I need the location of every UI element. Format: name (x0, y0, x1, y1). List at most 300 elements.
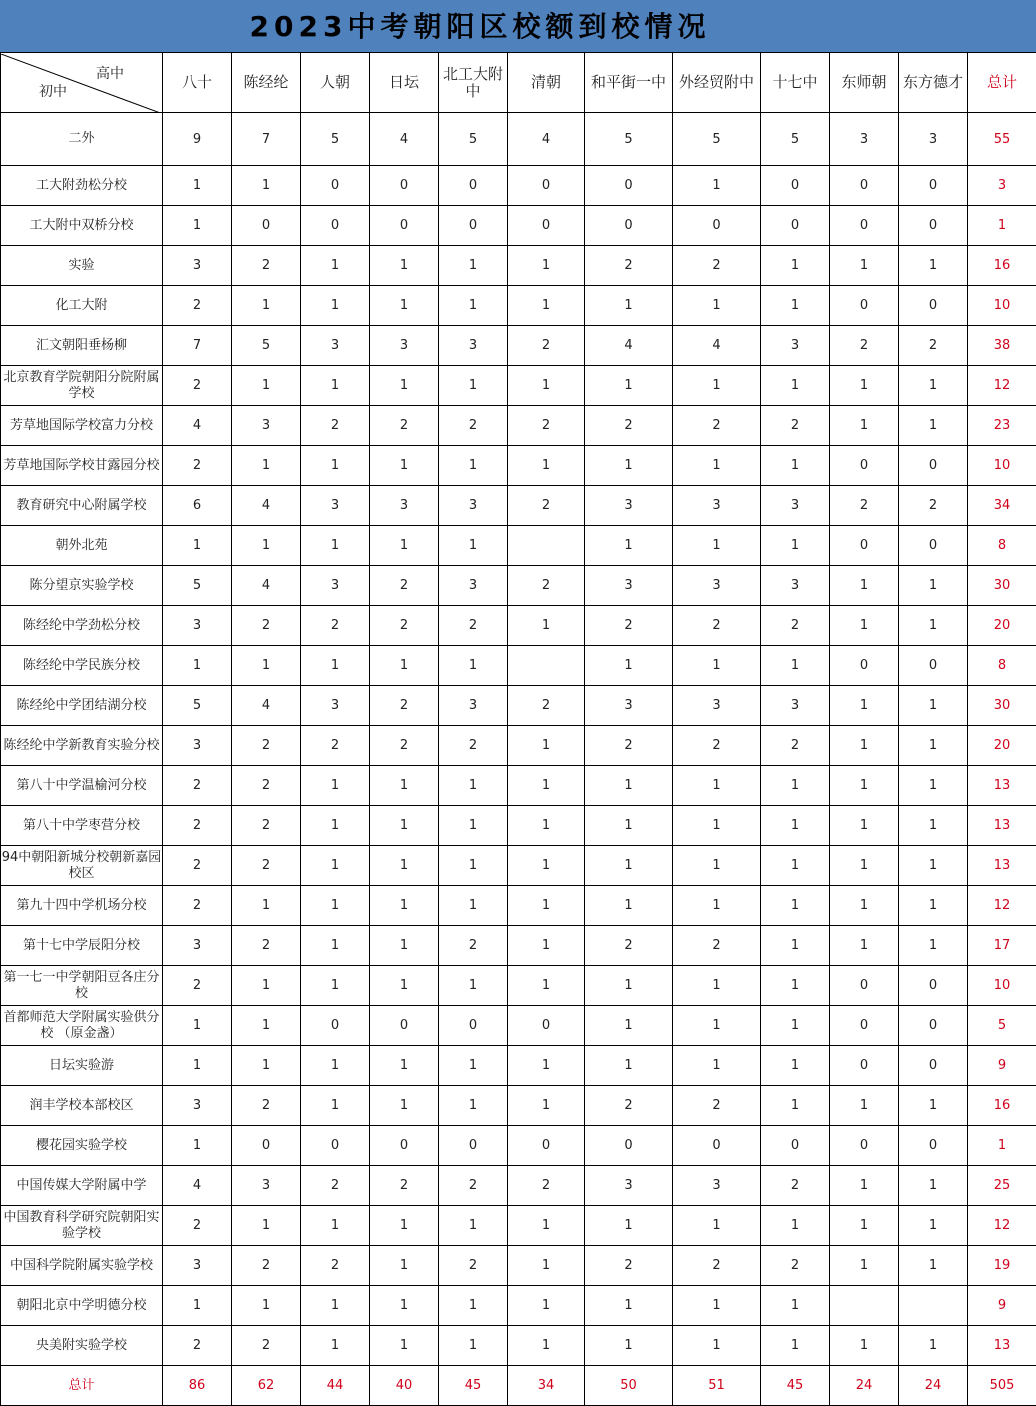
quota-cell: 1 (232, 166, 301, 206)
quota-cell: 1 (439, 966, 508, 1006)
diagonal-divider (1, 54, 163, 113)
table-row (1, 766, 1036, 806)
school-name: 芳草地国际学校甘露园分校 (1, 446, 163, 486)
quota-cell: 1 (232, 1206, 301, 1246)
quota-cell: 0 (899, 166, 968, 206)
table-row (1, 846, 1036, 886)
quota-cell: 2 (673, 406, 761, 446)
quota-cell: 1 (508, 846, 585, 886)
quota-cell: 62 (232, 1366, 301, 1406)
quota-cell: 3 (585, 486, 673, 526)
quota-cell: 3 (585, 566, 673, 606)
quota-cell: 1 (585, 446, 673, 486)
quota-cell: 1 (439, 1286, 508, 1326)
quota-cell: 24 (899, 1366, 968, 1406)
quota-cell: 0 (830, 286, 899, 326)
quota-cell: 1 (508, 1086, 585, 1126)
table-row (1, 286, 1036, 326)
quota-cell: 1 (370, 806, 439, 846)
quota-cell: 1 (232, 526, 301, 566)
quota-cell: 50 (585, 1366, 673, 1406)
quota-cell: 1 (899, 246, 968, 286)
quota-cell: 1 (585, 526, 673, 566)
quota-cell: 2 (761, 1166, 830, 1206)
quota-cell: 1 (761, 286, 830, 326)
quota-cell: 7 (232, 113, 301, 166)
row-total-cell: 16 (968, 1086, 1036, 1126)
quota-cell: 1 (439, 366, 508, 406)
quota-cell: 1 (899, 406, 968, 446)
school-name: 第八十中学温榆河分校 (1, 766, 163, 806)
quota-cell: 0 (508, 1126, 585, 1166)
quota-cell: 2 (163, 886, 232, 926)
quota-cell: 2 (232, 926, 301, 966)
row-total-cell: 13 (968, 806, 1036, 846)
quota-cell: 3 (301, 566, 370, 606)
quota-cell: 1 (899, 566, 968, 606)
quota-cell: 1 (673, 1286, 761, 1326)
quota-cell: 1 (585, 1206, 673, 1246)
quota-cell: 3 (439, 686, 508, 726)
school-name: 芳草地国际学校富力分校 (1, 406, 163, 446)
quota-cell: 0 (830, 206, 899, 246)
quota-cell: 1 (830, 726, 899, 766)
row-total-cell: 13 (968, 846, 1036, 886)
quota-cell: 2 (163, 846, 232, 886)
quota-cell: 1 (830, 1326, 899, 1366)
quota-cell: 1 (301, 1086, 370, 1126)
table-row (1, 206, 1036, 246)
school-name: 央美附实验学校 (1, 1326, 163, 1366)
table-row (1, 246, 1036, 286)
quota-cell: 1 (761, 886, 830, 926)
quota-cell: 2 (830, 326, 899, 366)
quota-cell: 1 (301, 446, 370, 486)
school-name: 陈分望京实验学校 (1, 566, 163, 606)
quota-cell: 3 (163, 1246, 232, 1286)
totals-label: 总计 (1, 1366, 163, 1406)
quota-cell: 1 (761, 966, 830, 1006)
quota-cell: 1 (830, 1246, 899, 1286)
quota-cell: 2 (163, 766, 232, 806)
quota-cell: 0 (899, 526, 968, 566)
quota-cell: 3 (370, 326, 439, 366)
quota-cell: 0 (301, 1126, 370, 1166)
quota-cell: 5 (439, 113, 508, 166)
quota-cell: 7 (163, 326, 232, 366)
school-name: 教育研究中心附属学校 (1, 486, 163, 526)
quota-cell (830, 1286, 899, 1326)
quota-cell: 1 (232, 1046, 301, 1086)
row-total-cell: 13 (968, 1326, 1036, 1366)
school-name: 第十七中学辰阳分校 (1, 926, 163, 966)
quota-cell: 2 (673, 1086, 761, 1126)
row-total-cell: 30 (968, 566, 1036, 606)
quota-cell: 1 (761, 846, 830, 886)
quota-cell: 4 (163, 406, 232, 446)
quota-cell: 1 (163, 166, 232, 206)
row-total-cell: 9 (968, 1286, 1036, 1326)
quota-cell: 1 (439, 806, 508, 846)
quota-cell: 51 (673, 1366, 761, 1406)
quota-cell: 1 (301, 1206, 370, 1246)
table-row (1, 566, 1036, 606)
table-row (1, 326, 1036, 366)
quota-cell: 2 (439, 1246, 508, 1286)
quota-cell: 0 (508, 1006, 585, 1046)
table-row (1, 1246, 1036, 1286)
quota-cell: 1 (301, 806, 370, 846)
quota-cell: 1 (370, 926, 439, 966)
quota-cell: 0 (439, 206, 508, 246)
column-header: 和平街一中 (585, 53, 673, 113)
quota-cell: 0 (830, 526, 899, 566)
quota-cell: 2 (163, 966, 232, 1006)
quota-cell: 0 (370, 1006, 439, 1046)
quota-cell: 5 (761, 113, 830, 166)
row-total-cell: 1 (968, 206, 1036, 246)
quota-cell: 1 (830, 926, 899, 966)
quota-cell: 2 (370, 686, 439, 726)
quota-cell: 1 (301, 766, 370, 806)
column-header: 人朝 (301, 53, 370, 113)
quota-cell: 2 (232, 1086, 301, 1126)
quota-cell: 3 (232, 1166, 301, 1206)
quota-cell: 3 (899, 113, 968, 166)
quota-cell: 1 (830, 406, 899, 446)
quota-cell: 3 (163, 1086, 232, 1126)
quota-cell: 0 (761, 166, 830, 206)
quota-cell: 2 (673, 1246, 761, 1286)
quota-cell: 1 (899, 1246, 968, 1286)
quota-cell: 2 (370, 726, 439, 766)
quota-cell: 1 (761, 1206, 830, 1246)
quota-cell: 1 (761, 1006, 830, 1046)
quota-cell: 3 (301, 486, 370, 526)
quota-cell: 2 (673, 246, 761, 286)
row-total-cell: 3 (968, 166, 1036, 206)
quota-cell: 1 (673, 1006, 761, 1046)
table-row (1, 966, 1036, 1006)
quota-cell: 1 (508, 1206, 585, 1246)
quota-cell: 3 (163, 926, 232, 966)
quota-cell: 1 (508, 446, 585, 486)
quota-cell: 1 (439, 886, 508, 926)
table-row (1, 166, 1036, 206)
quota-cell: 1 (830, 1166, 899, 1206)
school-name: 二外 (1, 113, 163, 166)
quota-cell: 0 (585, 166, 673, 206)
quota-cell: 1 (232, 646, 301, 686)
school-name: 94中朝阳新城分校朝新嘉园校区 (1, 846, 163, 886)
quota-cell: 1 (761, 1286, 830, 1326)
quota-cell: 1 (370, 246, 439, 286)
row-total-cell: 12 (968, 1206, 1036, 1246)
quota-cell: 1 (761, 526, 830, 566)
quota-cell: 2 (301, 406, 370, 446)
quota-cell: 0 (585, 1126, 673, 1166)
quota-cell: 3 (761, 486, 830, 526)
quota-cell: 1 (301, 366, 370, 406)
quota-cell: 0 (439, 1006, 508, 1046)
quota-cell: 0 (232, 1126, 301, 1166)
quota-cell: 3 (761, 566, 830, 606)
quota-cell: 3 (232, 406, 301, 446)
quota-cell: 1 (899, 686, 968, 726)
quota-cell: 3 (761, 686, 830, 726)
table-row (1, 1086, 1036, 1126)
quota-cell: 3 (673, 566, 761, 606)
quota-cell: 1 (585, 286, 673, 326)
quota-cell: 2 (370, 606, 439, 646)
quota-cell: 1 (899, 846, 968, 886)
quota-cell: 1 (899, 1326, 968, 1366)
quota-cell: 1 (899, 1166, 968, 1206)
quota-cell: 3 (585, 1166, 673, 1206)
row-total-cell: 10 (968, 446, 1036, 486)
quota-cell: 1 (761, 366, 830, 406)
quota-cell: 1 (370, 1046, 439, 1086)
quota-cell: 2 (301, 726, 370, 766)
row-total-cell: 10 (968, 966, 1036, 1006)
school-name: 第九十四中学机场分校 (1, 886, 163, 926)
quota-cell: 0 (301, 206, 370, 246)
quota-cell: 2 (761, 406, 830, 446)
quota-cell: 1 (163, 646, 232, 686)
quota-cell: 2 (439, 606, 508, 646)
quota-cell: 2 (830, 486, 899, 526)
quota-cell: 3 (163, 246, 232, 286)
quota-cell: 5 (232, 326, 301, 366)
row-total-cell: 25 (968, 1166, 1036, 1206)
quota-cell: 2 (232, 606, 301, 646)
quota-cell: 2 (163, 1326, 232, 1366)
quota-cell: 1 (830, 246, 899, 286)
quota-cell: 1 (830, 806, 899, 846)
quota-cell: 0 (439, 1126, 508, 1166)
quota-cell: 3 (830, 113, 899, 166)
quota-cell: 2 (761, 726, 830, 766)
quota-cell: 4 (232, 686, 301, 726)
quota-cell: 1 (761, 806, 830, 846)
table-row (1, 1326, 1036, 1366)
quota-cell: 2 (439, 926, 508, 966)
quota-cell: 2 (439, 1166, 508, 1206)
school-name: 北京教育学院朝阳分院附属学校 (1, 366, 163, 406)
row-total-cell: 505 (968, 1366, 1036, 1406)
school-name: 陈经纶中学新教育实验分校 (1, 726, 163, 766)
school-name: 朝阳北京中学明德分校 (1, 1286, 163, 1326)
quota-cell: 1 (301, 646, 370, 686)
quota-cell: 0 (830, 1006, 899, 1046)
quota-cell: 1 (439, 1046, 508, 1086)
quota-cell: 1 (673, 166, 761, 206)
quota-cell: 1 (673, 646, 761, 686)
quota-cell: 1 (232, 966, 301, 1006)
title-bar (0, 0, 1036, 53)
school-name: 陈经纶中学民族分校 (1, 646, 163, 686)
quota-cell: 2 (232, 1246, 301, 1286)
table-row (1, 366, 1036, 406)
quota-cell: 3 (370, 486, 439, 526)
quota-cell: 1 (673, 966, 761, 1006)
quota-cell: 2 (163, 446, 232, 486)
quota-cell: 2 (508, 486, 585, 526)
quota-cell: 4 (585, 326, 673, 366)
quota-cell: 1 (370, 846, 439, 886)
quota-cell: 1 (585, 366, 673, 406)
quota-cell: 2 (163, 806, 232, 846)
quota-cell: 86 (163, 1366, 232, 1406)
quota-cell: 1 (370, 366, 439, 406)
row-total-cell: 38 (968, 326, 1036, 366)
quota-cell: 2 (585, 926, 673, 966)
quota-cell: 0 (830, 646, 899, 686)
quota-cell: 1 (585, 1286, 673, 1326)
quota-cell: 1 (508, 926, 585, 966)
column-header: 十七中 (761, 53, 830, 113)
row-total-cell: 17 (968, 926, 1036, 966)
quota-cell: 1 (585, 766, 673, 806)
quota-cell: 1 (761, 246, 830, 286)
quota-table (0, 52, 1036, 1406)
quota-cell (508, 526, 585, 566)
table-row (1, 1046, 1036, 1086)
quota-cell: 1 (508, 966, 585, 1006)
quota-cell: 1 (163, 206, 232, 246)
quota-cell: 1 (370, 1206, 439, 1246)
row-total-cell: 1 (968, 1126, 1036, 1166)
quota-cell: 1 (301, 1286, 370, 1326)
table-row (1, 886, 1036, 926)
quota-cell: 1 (673, 886, 761, 926)
quota-cell: 2 (899, 326, 968, 366)
quota-cell: 0 (830, 1046, 899, 1086)
quota-cell: 1 (673, 446, 761, 486)
quota-cell: 1 (830, 366, 899, 406)
quota-cell: 2 (508, 406, 585, 446)
quota-cell: 1 (370, 526, 439, 566)
quota-cell: 1 (301, 286, 370, 326)
quota-cell: 1 (439, 1326, 508, 1366)
quota-cell: 1 (673, 806, 761, 846)
quota-cell: 1 (163, 1006, 232, 1046)
table-row (1, 113, 1036, 166)
quota-cell: 2 (439, 406, 508, 446)
quota-cell: 0 (508, 206, 585, 246)
quota-cell: 4 (370, 113, 439, 166)
quota-cell: 45 (439, 1366, 508, 1406)
quota-cell: 0 (830, 166, 899, 206)
quota-cell: 5 (673, 113, 761, 166)
quota-cell: 1 (301, 846, 370, 886)
quota-cell: 1 (232, 286, 301, 326)
row-total-cell: 20 (968, 726, 1036, 766)
quota-cell: 2 (439, 726, 508, 766)
quota-cell: 1 (673, 766, 761, 806)
quota-cell: 1 (370, 646, 439, 686)
corner-label-high-school: 高中 (96, 65, 124, 82)
quota-cell: 1 (232, 446, 301, 486)
row-total-cell: 8 (968, 646, 1036, 686)
quota-cell: 1 (585, 886, 673, 926)
row-total-cell: 30 (968, 686, 1036, 726)
quota-cell: 1 (899, 806, 968, 846)
row-total-cell: 13 (968, 766, 1036, 806)
quota-cell: 1 (585, 1006, 673, 1046)
quota-cell: 1 (301, 246, 370, 286)
quota-cell: 6 (163, 486, 232, 526)
quota-cell: 1 (899, 886, 968, 926)
quota-cell: 1 (163, 1046, 232, 1086)
row-total-cell: 23 (968, 406, 1036, 446)
quota-cell: 3 (301, 686, 370, 726)
quota-cell: 2 (370, 566, 439, 606)
quota-cell: 1 (585, 1046, 673, 1086)
quota-cell: 1 (301, 1046, 370, 1086)
quota-cell: 1 (585, 806, 673, 846)
school-name: 陈经纶中学团结湖分校 (1, 686, 163, 726)
column-header: 日坛 (370, 53, 439, 113)
quota-cell: 1 (301, 526, 370, 566)
table-row (1, 526, 1036, 566)
quota-cell: 1 (673, 526, 761, 566)
quota-cell: 3 (439, 486, 508, 526)
quota-cell: 1 (508, 726, 585, 766)
quota-cell: 0 (899, 286, 968, 326)
row-total-cell: 5 (968, 1006, 1036, 1046)
quota-cell: 1 (508, 286, 585, 326)
quota-cell: 1 (439, 246, 508, 286)
quota-cell: 2 (232, 726, 301, 766)
quota-cell: 1 (301, 886, 370, 926)
quota-cell: 1 (585, 1326, 673, 1366)
totals-row (1, 1366, 1036, 1406)
quota-cell: 1 (899, 606, 968, 646)
row-total-cell: 9 (968, 1046, 1036, 1086)
school-name: 润丰学校本部校区 (1, 1086, 163, 1126)
column-header: 东师朝 (830, 53, 899, 113)
quota-cell: 3 (673, 486, 761, 526)
school-name: 实验 (1, 246, 163, 286)
quota-cell: 1 (585, 846, 673, 886)
quota-cell: 0 (508, 166, 585, 206)
quota-cell: 40 (370, 1366, 439, 1406)
column-header: 陈经纶 (232, 53, 301, 113)
quota-cell: 1 (232, 366, 301, 406)
quota-cell: 2 (508, 686, 585, 726)
quota-cell: 2 (761, 606, 830, 646)
quota-cell: 0 (673, 1126, 761, 1166)
row-total-cell: 16 (968, 246, 1036, 286)
quota-cell: 1 (673, 366, 761, 406)
quota-cell: 1 (163, 1126, 232, 1166)
quota-cell: 4 (163, 1166, 232, 1206)
quota-cell: 1 (439, 446, 508, 486)
table-row (1, 1126, 1036, 1166)
table-row (1, 646, 1036, 686)
quota-cell: 0 (899, 446, 968, 486)
quota-cell: 1 (899, 1206, 968, 1246)
quota-cell: 2 (508, 566, 585, 606)
quota-cell: 0 (830, 1126, 899, 1166)
quota-cell: 1 (301, 966, 370, 1006)
column-header: 外经贸附中 (673, 53, 761, 113)
quota-cell: 1 (370, 966, 439, 1006)
quota-cell: 2 (585, 726, 673, 766)
quota-cell: 1 (370, 1086, 439, 1126)
quota-cell: 4 (673, 326, 761, 366)
